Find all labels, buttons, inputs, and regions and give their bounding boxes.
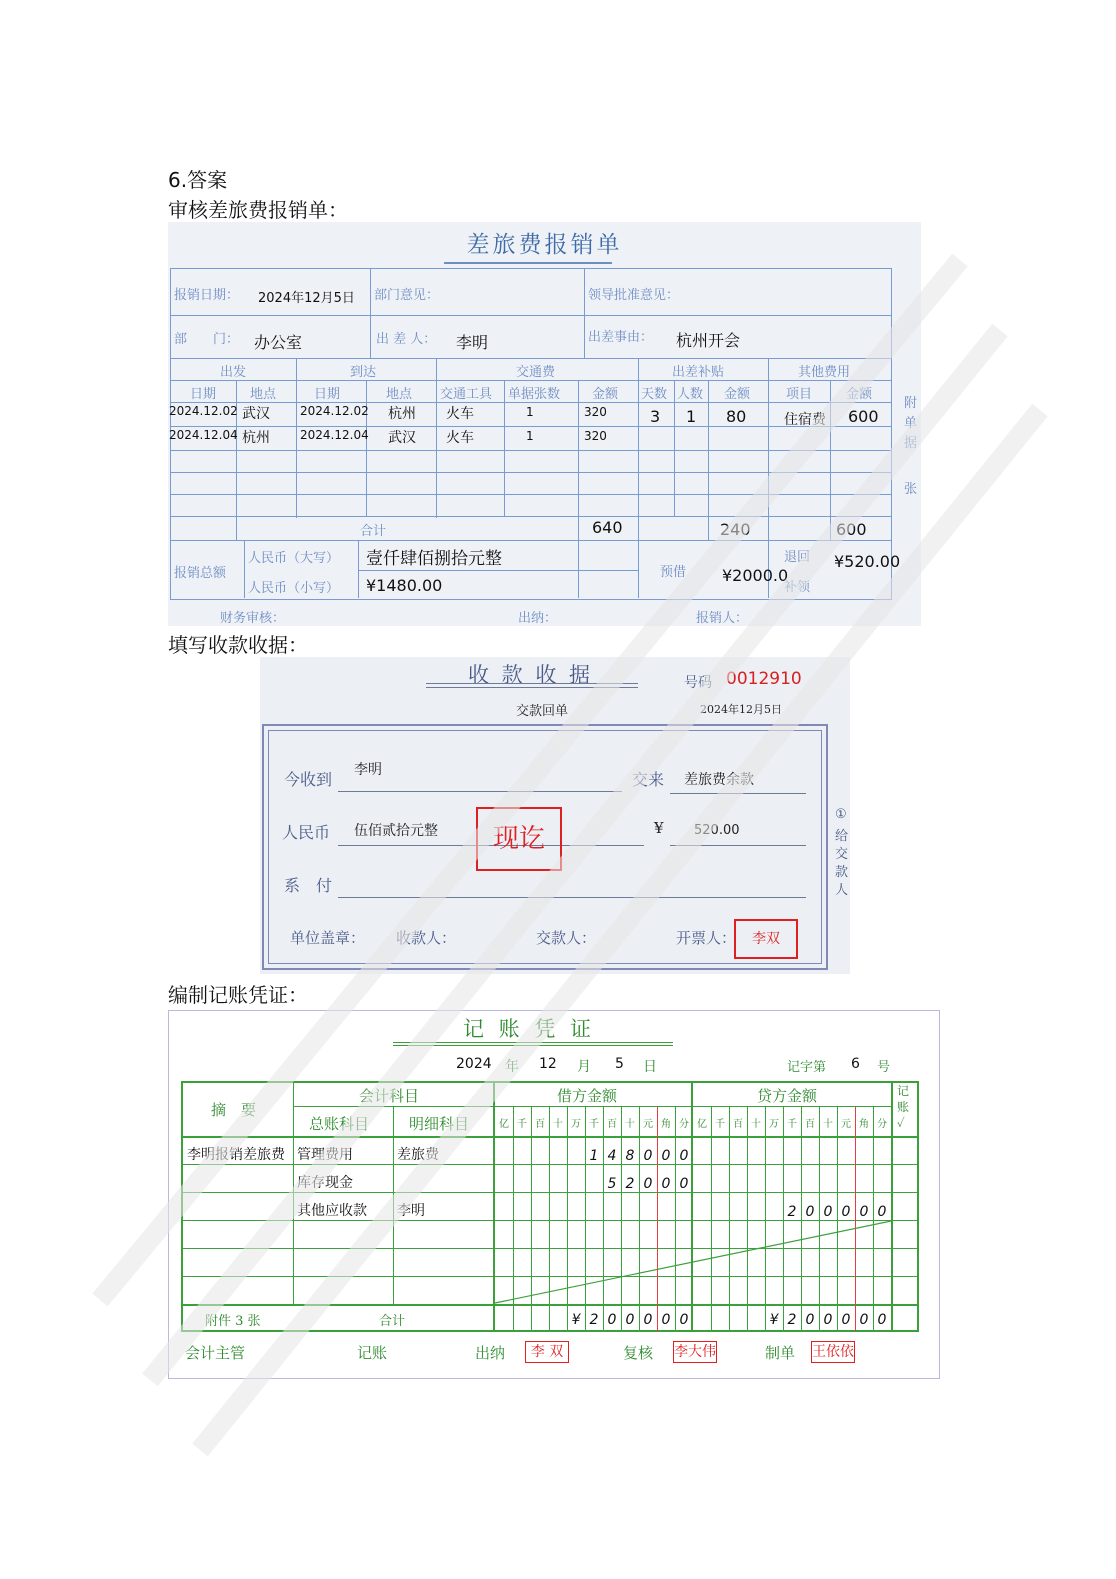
group-header-subsidy: 出差补贴 xyxy=(672,365,725,380)
digit-unit-label: 十 xyxy=(625,1119,635,1130)
digit-column-line xyxy=(747,1107,748,1332)
table-cell: 火车 xyxy=(446,430,474,446)
side-note: 交 xyxy=(835,847,849,862)
amount-digit: 0 xyxy=(643,1176,653,1192)
payer-label: 交款人： xyxy=(536,929,597,947)
amount-digit: 4 xyxy=(607,1148,617,1164)
rmb-label: 人民币 xyxy=(282,823,331,842)
side-note: ① xyxy=(835,807,847,822)
rmb-value: 伍佰贰拾元整 xyxy=(354,823,438,839)
col-header: 金额 xyxy=(846,387,873,402)
amount-digit: 0 xyxy=(679,1312,689,1328)
side-note: 款 xyxy=(835,865,849,880)
digit-unit-label: 元 xyxy=(841,1119,851,1130)
reason-label: 出差事由： xyxy=(588,330,654,345)
digit-unit-label: 亿 xyxy=(499,1119,509,1130)
side-note: 张 xyxy=(904,482,918,497)
row-general-account: 库存现金 xyxy=(297,1175,353,1191)
amount-digit: 2 xyxy=(589,1312,599,1328)
digit-unit-label: 元 xyxy=(643,1119,653,1130)
travel-expense-form xyxy=(168,222,921,626)
amount-digit: 1 xyxy=(589,1148,599,1164)
digit-unit-label: 十 xyxy=(751,1119,761,1130)
advance-label: 预借 xyxy=(660,565,687,580)
traveler-label: 出 差 人： xyxy=(376,332,437,347)
table-cell: 80 xyxy=(726,407,747,426)
table-cell: 2024.12.02 xyxy=(169,404,238,418)
supervisor-label: 会计主管 xyxy=(185,1344,246,1362)
table-cell: 武汉 xyxy=(242,406,270,422)
col-header: 日期 xyxy=(314,387,341,402)
amount-digit: 0 xyxy=(805,1312,815,1328)
digit-column-line xyxy=(531,1107,532,1332)
detail-account-header: 明细科目 xyxy=(409,1115,470,1133)
group-header-other: 其他费用 xyxy=(798,365,851,380)
date-value: 2024年12月5日 xyxy=(258,291,355,306)
digit-unit-label: 千 xyxy=(517,1119,527,1130)
cashier-name-stamp: 李 双 xyxy=(525,1341,569,1363)
receipt-title: 收 款 收 据 xyxy=(468,663,594,687)
amount-digit: 0 xyxy=(859,1312,869,1328)
row-detail-account: 差旅费 xyxy=(397,1147,439,1163)
amount-digit: 0 xyxy=(877,1204,887,1220)
rmb-lower-label: 人民币（小写） xyxy=(248,581,340,596)
digit-column-line xyxy=(549,1107,550,1332)
table-cell: 1 xyxy=(526,429,534,443)
voucher-month: 12 xyxy=(539,1056,557,1072)
table-cell: 住宿费 xyxy=(784,412,826,428)
col-header: 地点 xyxy=(250,387,277,402)
month-unit: 月 xyxy=(577,1059,591,1075)
refund-label: 退回 xyxy=(784,550,811,565)
voucher-heading: 编制记账凭证： xyxy=(168,983,308,1007)
table-cell: 3 xyxy=(650,407,661,426)
issuer-label: 开票人： xyxy=(676,929,737,947)
receipt-subtitle: 交款回单 xyxy=(516,704,569,719)
pay-label: 系 付 xyxy=(284,876,333,895)
digit-unit-label: 万 xyxy=(571,1119,581,1130)
receipt-number-label: 号码 xyxy=(684,675,712,691)
dept-label: 部 门： xyxy=(174,332,240,347)
posted-header: 记账✓ xyxy=(897,1084,910,1130)
voucher-number-suffix: 号 xyxy=(877,1060,891,1075)
attachment-count: 附件 3 张 xyxy=(205,1314,261,1329)
col-header: 金额 xyxy=(724,387,751,402)
voucher-title: 记 账 凭 证 xyxy=(463,1017,596,1041)
digit-column-line xyxy=(675,1107,676,1332)
receipt-number: 0012910 xyxy=(726,669,802,689)
digit-column-line xyxy=(639,1107,640,1332)
amount-digit: 2 xyxy=(787,1312,797,1328)
leader-opinion-label: 领导批准意见： xyxy=(588,288,680,303)
table-cell: 火车 xyxy=(446,406,474,422)
row-detail-account: 李明 xyxy=(397,1203,425,1219)
amount-digit: 0 xyxy=(625,1312,635,1328)
reviewer-name-stamp: 李大伟 xyxy=(673,1341,717,1363)
group-header-depart: 出发 xyxy=(220,365,247,380)
dept-value: 办公室 xyxy=(254,333,303,352)
digit-unit-label: 百 xyxy=(607,1119,617,1130)
summary-header: 摘 要 xyxy=(211,1101,257,1119)
total-other: 600 xyxy=(836,520,867,539)
amount-digit: 0 xyxy=(805,1204,815,1220)
digit-column-line xyxy=(585,1107,586,1332)
total-label: 合计 xyxy=(379,1314,406,1329)
rmb-lower-value: ¥1480.00 xyxy=(366,576,443,595)
refund-value: ¥520.00 xyxy=(834,552,901,571)
digit-column-line xyxy=(567,1107,568,1332)
digit-unit-label: 千 xyxy=(589,1119,599,1130)
day-unit: 日 xyxy=(643,1059,657,1075)
amount-digit: 0 xyxy=(661,1176,671,1192)
answer-heading: 6.答案 xyxy=(168,168,228,192)
side-note: 据 xyxy=(904,436,918,451)
amount-digit: 0 xyxy=(679,1148,689,1164)
digit-unit-label: 千 xyxy=(787,1119,797,1130)
reviewer-label: 复核 xyxy=(623,1344,654,1362)
amount-digit: 0 xyxy=(877,1312,887,1328)
voucher-year: 2024 xyxy=(456,1056,492,1072)
year-unit: 年 xyxy=(505,1059,519,1075)
cash-receipt xyxy=(260,657,850,974)
yen-sign: ¥ xyxy=(654,819,664,837)
amount-digit: 0 xyxy=(643,1148,653,1164)
title-underline xyxy=(444,262,612,264)
amount-digit: 0 xyxy=(661,1312,671,1328)
amount-digit: 0 xyxy=(607,1312,617,1328)
col-header: 日期 xyxy=(190,387,217,402)
table-cell: 320 xyxy=(584,429,607,443)
total-label: 合计 xyxy=(360,524,387,539)
table-cell: 杭州 xyxy=(242,430,270,446)
col-header: 地点 xyxy=(386,387,413,402)
rmb-upper-label: 人民币（大写） xyxy=(248,551,340,566)
digit-unit-label: 角 xyxy=(661,1119,671,1130)
receipt-date: 2024年12月5日 xyxy=(700,703,782,716)
digit-unit-label: 万 xyxy=(769,1119,779,1130)
group-header-transport: 交通费 xyxy=(516,365,556,380)
table-cell: 2024.12.04 xyxy=(300,428,369,442)
reason-value: 杭州开会 xyxy=(676,331,741,350)
payment-for-value: 差旅费余款 xyxy=(684,772,754,788)
reporter-label: 报销人： xyxy=(696,611,749,626)
payment-for-label: 交来 xyxy=(632,770,665,789)
voucher-day: 5 xyxy=(615,1056,624,1072)
amount-digit: 2 xyxy=(787,1204,797,1220)
rmb-upper-value: 壹仟肆佰捌拾元整 xyxy=(366,549,502,569)
table-cell: 2024.12.04 xyxy=(169,428,238,442)
side-note: 附 xyxy=(904,396,918,411)
amount-digit: ¥ xyxy=(769,1312,779,1328)
issuer-name-stamp: 李双 xyxy=(734,919,798,959)
digit-column-line xyxy=(657,1107,658,1332)
credit-header: 贷方金额 xyxy=(757,1087,818,1105)
side-note: 单 xyxy=(904,416,918,431)
amount-digit: 5 xyxy=(607,1176,617,1192)
preparer-name-stamp: 王依依 xyxy=(811,1341,855,1363)
digit-unit-label: 百 xyxy=(805,1119,815,1130)
payee-label: 收款人： xyxy=(396,929,457,947)
amount-digit: 0 xyxy=(841,1204,851,1220)
review-heading: 审核差旅费报销单： xyxy=(168,198,348,222)
side-note: 给 xyxy=(835,829,849,844)
side-note: 人 xyxy=(835,883,849,898)
digit-unit-label: 分 xyxy=(679,1119,689,1130)
table-cell: 2024.12.02 xyxy=(300,404,369,418)
amount-digit: 0 xyxy=(841,1312,851,1328)
voucher-number-prefix: 记字第 xyxy=(787,1060,827,1075)
dept-opinion-label: 部门意见： xyxy=(374,288,440,303)
traveler-value: 李明 xyxy=(456,333,489,352)
advance-value: ¥2000.0 xyxy=(722,566,789,585)
amount-value: 520.00 xyxy=(694,823,740,838)
total-transport: 640 xyxy=(592,518,623,537)
travel-form-title: 差旅费报销单 xyxy=(466,232,623,258)
receipt-heading: 填写收款收据： xyxy=(168,633,308,657)
amount-digit: 0 xyxy=(679,1176,689,1192)
finance-review-label: 财务审核： xyxy=(220,611,286,626)
table-cell: 1 xyxy=(526,405,534,419)
received-from-label: 今收到 xyxy=(284,770,333,789)
table-cell: 600 xyxy=(848,407,879,426)
cash-received-stamp: 现讫 xyxy=(476,807,562,871)
digit-column-line xyxy=(603,1107,604,1332)
table-cell: 320 xyxy=(584,405,607,419)
col-header: 项目 xyxy=(786,387,813,402)
amount-digit: 0 xyxy=(661,1148,671,1164)
sum-label: 报销总额 xyxy=(174,566,227,581)
debit-header: 借方金额 xyxy=(557,1087,618,1105)
amount-digit: 0 xyxy=(643,1312,653,1328)
cashier-label: 出纳： xyxy=(518,611,558,626)
amount-digit: 0 xyxy=(823,1204,833,1220)
amount-digit: 2 xyxy=(625,1176,635,1192)
digit-column-line xyxy=(711,1107,712,1332)
date-label: 报销日期： xyxy=(174,288,240,303)
bookkeeper-label: 记账 xyxy=(357,1344,388,1362)
col-header: 天数 xyxy=(641,387,668,402)
col-header: 人数 xyxy=(677,387,704,402)
digit-column-line xyxy=(621,1107,622,1332)
digit-unit-label: 十 xyxy=(553,1119,563,1130)
supplement-label: 补领 xyxy=(784,580,811,595)
amount-digit: 0 xyxy=(823,1312,833,1328)
digit-column-line xyxy=(765,1107,766,1332)
general-account-header: 总账科目 xyxy=(309,1115,370,1133)
amount-digit: ¥ xyxy=(571,1312,581,1328)
digit-unit-label: 亿 xyxy=(697,1119,707,1130)
total-subsidy: 240 xyxy=(720,520,751,539)
row-summary: 李明报销差旅费 xyxy=(187,1147,285,1163)
digit-unit-label: 百 xyxy=(733,1119,743,1130)
preparer-label: 制单 xyxy=(765,1344,796,1362)
digit-unit-label: 角 xyxy=(859,1119,869,1130)
table-cell: 1 xyxy=(686,407,697,426)
amount-digit: 0 xyxy=(859,1204,869,1220)
account-header: 会计科目 xyxy=(359,1087,420,1105)
table-cell: 武汉 xyxy=(388,430,416,446)
col-header: 交通工具 xyxy=(440,387,493,402)
accounting-voucher xyxy=(168,1010,940,1379)
group-header-arrive: 到达 xyxy=(350,365,377,380)
received-from-value: 李明 xyxy=(354,762,382,778)
row-general-account: 其他应收款 xyxy=(297,1203,367,1219)
col-header: 单据张数 xyxy=(508,387,561,402)
cashier-label: 出纳 xyxy=(475,1344,506,1362)
digit-column-line xyxy=(513,1107,514,1332)
seal-label: 单位盖章： xyxy=(290,929,366,947)
table-cell: 杭州 xyxy=(388,406,416,422)
digit-unit-label: 分 xyxy=(877,1119,887,1130)
digit-unit-label: 百 xyxy=(535,1119,545,1130)
digit-unit-label: 千 xyxy=(715,1119,725,1130)
amount-digit: 8 xyxy=(625,1148,635,1164)
digit-unit-label: 十 xyxy=(823,1119,833,1130)
col-header: 金额 xyxy=(592,387,619,402)
voucher-number: 6 xyxy=(851,1056,860,1072)
digit-column-line xyxy=(729,1107,730,1332)
row-general-account: 管理费用 xyxy=(297,1147,353,1163)
